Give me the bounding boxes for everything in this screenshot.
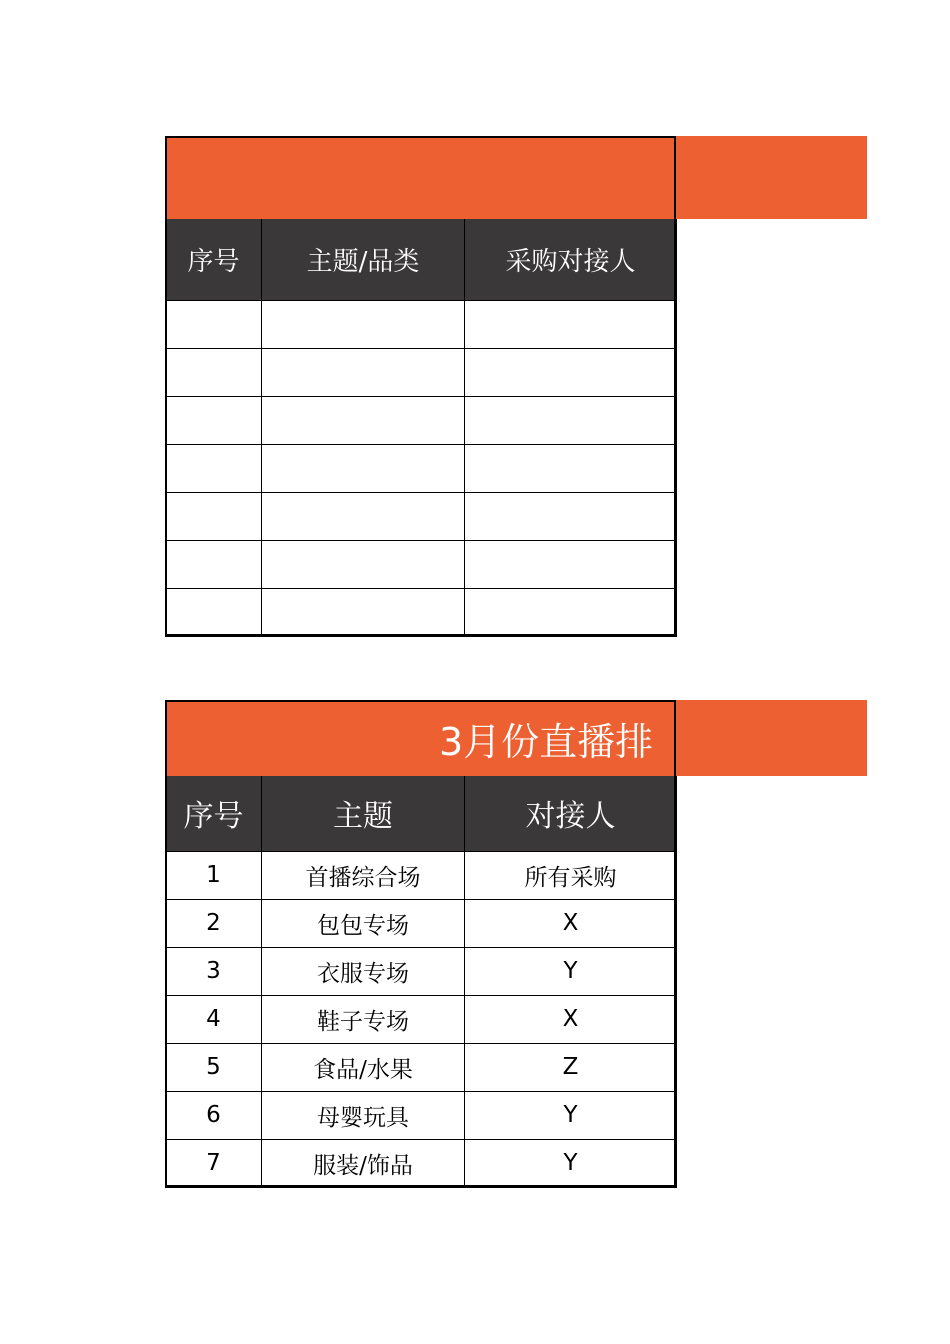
cell-contact[interactable]: X (465, 899, 677, 947)
cell-topic[interactable]: 食品/水果 (262, 1043, 465, 1091)
table-row (166, 396, 677, 444)
schedule-template-table (165, 136, 676, 636)
march-title-bar (165, 700, 867, 776)
cell-topic[interactable] (262, 588, 465, 636)
cell-contact[interactable]: X (465, 995, 677, 1043)
cell-contact[interactable] (465, 540, 677, 588)
cell-contact[interactable] (465, 300, 677, 348)
table-row (166, 899, 677, 947)
cell-index[interactable]: 2 (166, 899, 262, 947)
cell-contact[interactable]: Y (465, 947, 677, 995)
cell-index[interactable]: 6 (166, 1091, 262, 1139)
table-row (166, 300, 677, 348)
cell-topic[interactable]: 服装/饰品 (262, 1139, 465, 1187)
cell-index[interactable]: 4 (166, 995, 262, 1043)
cell-topic[interactable] (262, 444, 465, 492)
header-contact: 对接人 (465, 776, 677, 851)
template-title-bar (165, 136, 867, 219)
cell-contact[interactable] (465, 492, 677, 540)
cell-index[interactable]: 5 (166, 1043, 262, 1091)
header-index: 序号 (166, 219, 262, 300)
header-index: 序号 (166, 776, 262, 851)
cell-topic[interactable]: 衣服专场 (262, 947, 465, 995)
march-livestream-table (165, 700, 676, 1187)
header-topic: 主题 (262, 776, 465, 851)
cell-contact[interactable] (465, 444, 677, 492)
table-row (166, 348, 677, 396)
cell-topic[interactable] (262, 396, 465, 444)
cell-index[interactable] (166, 540, 262, 588)
cell-topic[interactable]: 母婴玩具 (262, 1091, 465, 1139)
march-grid (165, 776, 677, 1188)
cell-topic[interactable]: 鞋子专场 (262, 995, 465, 1043)
cell-index[interactable]: 1 (166, 851, 262, 899)
table-row (166, 444, 677, 492)
template-header-row (166, 219, 677, 300)
cell-contact[interactable] (465, 348, 677, 396)
march-header-row (166, 776, 677, 851)
cell-contact[interactable] (465, 588, 677, 636)
table-row (166, 540, 677, 588)
cell-index[interactable]: 7 (166, 1139, 262, 1187)
march-title: 3月份直播排 (439, 719, 654, 764)
cell-contact[interactable]: Y (465, 1091, 677, 1139)
cell-topic[interactable] (262, 348, 465, 396)
header-topic-category: 主题/品类 (262, 219, 465, 300)
header-buyer-contact: 采购对接人 (465, 219, 677, 300)
table-row (166, 492, 677, 540)
cell-contact[interactable] (465, 396, 677, 444)
cell-index[interactable] (166, 396, 262, 444)
cell-contact[interactable]: Z (465, 1043, 677, 1091)
table-row (166, 947, 677, 995)
cell-topic[interactable]: 首播综合场 (262, 851, 465, 899)
cell-index[interactable]: 3 (166, 947, 262, 995)
cell-index[interactable] (166, 492, 262, 540)
cell-contact[interactable]: Y (465, 1139, 677, 1187)
table-row (166, 1091, 677, 1139)
table-row (166, 1043, 677, 1091)
cell-contact[interactable]: 所有采购 (465, 851, 677, 899)
cell-index[interactable] (166, 588, 262, 636)
cell-index[interactable] (166, 300, 262, 348)
cell-index[interactable] (166, 348, 262, 396)
table-row (166, 851, 677, 899)
template-grid (165, 219, 677, 637)
cell-topic[interactable] (262, 540, 465, 588)
table-row (166, 995, 677, 1043)
cell-index[interactable] (166, 444, 262, 492)
table-row (166, 1139, 677, 1187)
table-row (166, 588, 677, 636)
cell-topic[interactable] (262, 492, 465, 540)
cell-topic[interactable]: 包包专场 (262, 899, 465, 947)
cell-topic[interactable] (262, 300, 465, 348)
